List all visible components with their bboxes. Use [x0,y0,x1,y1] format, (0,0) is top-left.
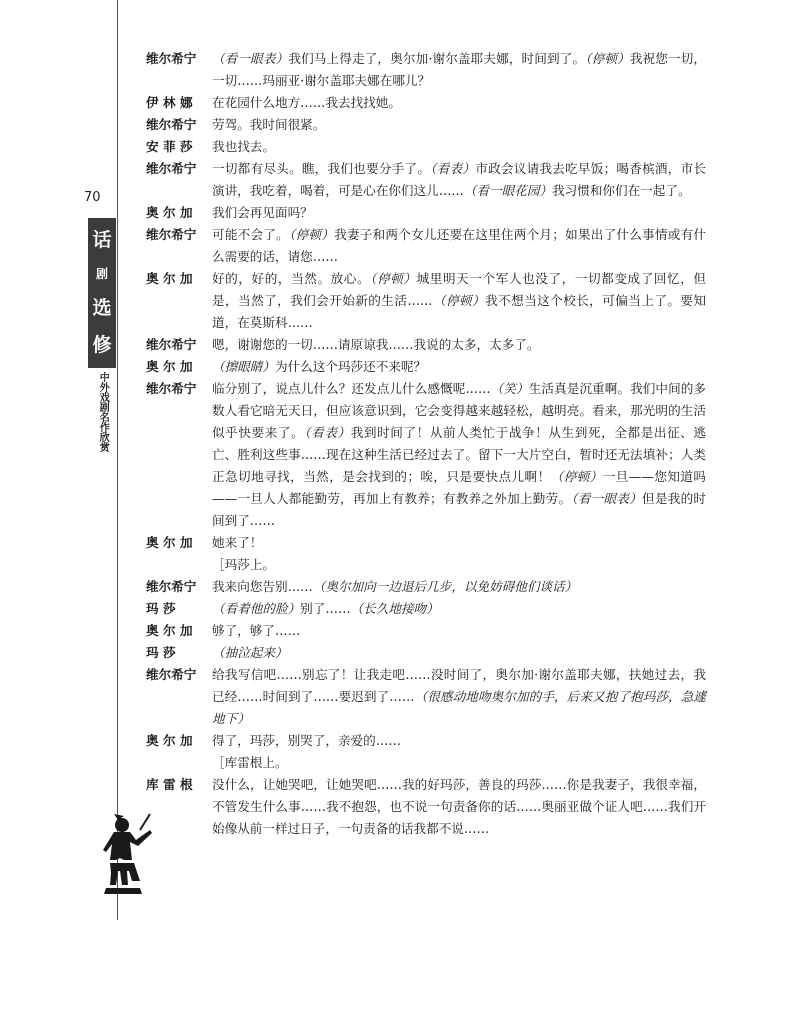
speech-text [212,334,706,356]
speaker-name: 维尔希宁 [146,667,197,682]
line-text: 她来了！ [212,535,263,550]
line-text: 嗯，谢谢您的一切……请原谅我……我说的太多，太多了。 [212,337,540,352]
speech-text [212,598,706,620]
speech-text [212,642,706,664]
speaker-name: 伊 林 娜 [146,95,193,110]
line-text: 可能不会了。 [212,227,290,242]
stage-note: （抽泣起来） [212,645,288,660]
line-text: 好的，好的，当然。放心。 [212,271,371,286]
speech-text [212,48,706,92]
margin-rule [117,0,118,920]
line-text: 没什么，让她哭吧，让她哭吧……我的好玛莎，善良的玛莎……你是我妻子，我很幸福，不管发生什么事……我不抱怨，也不说一句责备你的话……奥丽亚做个证人吧……我们开始像从前一样过日子，一句责备的话我都不说…… [212,777,706,836]
dialogue-entry [146,598,706,620]
stage-note: （奥尔加向一边退后几步，以免妨碍他们谈话） [312,579,578,594]
line-text: 我祝您一切，一切……玛丽亚·谢尔盖耶夫娜在哪儿？ [212,51,707,88]
line-text: 得了，玛莎，别哭了，亲爱的…… [212,733,401,748]
line-text: 临分别了，说点儿什么？还发点儿什么感慨呢…… [212,381,491,396]
speech-text [212,202,706,224]
line-text: 我来向您告别…… [212,579,313,594]
line-text: 一切都有尽头。瞧，我们也要分手了。 [212,161,431,176]
speaker-name: 维尔希宁 [146,381,197,396]
speech-text [212,620,706,642]
stage-note: （看一眼表） [571,491,643,506]
line-text: 一旦——您知道吗——一旦人人都能勤劳，再加上有教养；有教养之外加上勤劳。 [212,469,707,506]
dialogue-entry [146,268,706,334]
speaker-name: 奥 尔 加 [146,205,193,220]
dialogue-entry [146,730,706,752]
speaker-name: 维尔希宁 [146,117,197,132]
dialogue-entry [146,202,706,224]
line-text: 城里明天一个军人也没了，一切都变成了回忆，但是，当然了，我们会开始新的生活…… [212,271,707,308]
line-text: 我妻子和两个女儿还要在这里住两个月；如果出了什么事情或有什么需要的话，请您…… [212,227,707,264]
stage-direction: ［库雷根上。 [212,755,288,770]
dialogue-entry [146,334,706,356]
dialogue-entry [146,532,706,554]
dialogue-entry [146,136,706,158]
dialogue-entry [146,48,706,92]
dialogue-entry [146,224,706,268]
section-tab [88,218,116,368]
line-text: 劳驾。我时间很紧。 [212,117,326,132]
dialogue-entry [146,92,706,114]
section-tab-char: 剧 [95,267,108,282]
series-title-text: 中外戏剧名作欣赏 [97,372,109,452]
speaker-name: 奥 尔 加 [146,271,193,286]
stage-note: （看表） [430,161,476,176]
section-tab-char: 修 [92,333,112,356]
line-text: 在花园什么地方……我去找找她。 [212,95,401,110]
line-text: 我习惯和你们在一起了。 [552,183,691,198]
line-text: 为什么这个玛莎还不来呢？ [274,359,427,374]
stage-note: （停顿） [432,293,486,308]
series-title [94,372,110,452]
dialogue-entry [146,378,706,532]
line-text: 生活真是沉重啊。我们中间的多数人看它暗无天日，但应该意识到，它会变得越来越轻松，越明亮。看来，那光明的生活似乎快要来了。 [212,381,707,440]
speech-text [212,774,706,840]
stage-note: （看一眼表） [212,51,289,66]
speech-text [212,268,706,334]
dialogue-body [146,48,706,840]
stage-note: （停顿） [289,227,335,242]
line-text: 我们会再见面吗？ [212,205,313,220]
dialogue-entry [146,158,706,202]
line-text: 但是我的时间到了…… [212,491,707,528]
dialogue-entry [146,774,706,840]
speaker-name: 库 雷 根 [146,777,193,792]
stage-note: （看着他的脸） [212,601,301,616]
speech-text [212,92,706,114]
line-text: 别了…… [300,601,351,616]
swordsman-figure-icon [92,808,152,896]
speaker-name: 维尔希宁 [146,579,197,594]
speaker-name: 玛 莎 [146,645,176,660]
line-text: 我们马上得走了，奥尔加·谢尔盖耶夫娜，时间到了。 [288,51,586,66]
speech-text [212,114,706,136]
section-tab-char: 话 [92,229,112,252]
speaker-name: 奥 尔 加 [146,623,193,638]
speaker-name: 玛 莎 [146,601,176,616]
line-text: 我也找去。 [212,139,275,154]
dialogue-entry [146,642,706,664]
dialogue-entry [146,620,706,642]
stage-note: （长久地接吻） [350,601,439,616]
stage-direction: ［玛莎上。 [212,557,275,572]
stage-note: （擦眼睛） [212,359,275,374]
speaker-name: 维尔希宁 [146,51,197,66]
speaker-name: 奥 尔 加 [146,535,193,550]
line-text: 市政会议请我去吃早饭；喝香槟酒，市长演讲，我吃着，喝着，可是心在你们这儿…… [212,161,707,198]
dialogue-entry [146,356,706,378]
line-text: 够了，够了…… [212,623,301,638]
stage-note: （停顿） [370,271,417,286]
speaker-name: 维尔希宁 [146,227,197,242]
speech-text [212,730,706,752]
page-number: 70 [84,190,101,205]
speech-text [212,224,706,268]
speaker-name: 奥 尔 加 [146,733,193,748]
dialogue-entry [146,576,706,598]
speaker-name: 维尔希宁 [146,337,197,352]
dialogue-entry [146,664,706,730]
speaker-name: 安 菲 莎 [146,139,193,154]
dialogue-entry [146,114,706,136]
speech-text [212,158,706,202]
section-tab-char: 选 [92,296,112,319]
stage-note: （很感动地吻奥尔加的手，后来又抱了抱玛莎，急遽地下） [212,689,707,726]
line-text: 给我写信吧……别忘了！让我走吧……没时间了，奥尔加·谢尔盖耶夫娜，扶她过去，我已经……时间到了……要迟到了…… [212,667,706,704]
line-text: 我到时间了！从前人类忙于战争！从生到死，全都是出征、逃亡、胜利这些事……现在这种生活已经过去了。留下一大片空白，暂时还无法填补；人类正急切地寻找，当然，是会找到的；唉，只是要快点儿啊！ [212,425,707,484]
speech-text [212,356,706,378]
stage-note: （笑） [490,381,529,396]
stage-note: （看表） [304,425,351,440]
speaker-name: 维尔希宁 [146,161,197,176]
stage-note: （看一眼花园） [463,183,553,198]
speech-text [212,532,706,554]
speech-text [212,378,706,532]
speech-text [212,136,706,158]
speaker-name: 奥 尔 加 [146,359,193,374]
stage-note: （停顿） [550,469,603,484]
line-text: 我不想当这个校长，可偏当上了。要知道，在莫斯科…… [212,293,707,330]
stage-note: （停顿） [585,51,630,66]
speech-text [212,576,706,598]
speech-text [212,664,706,730]
